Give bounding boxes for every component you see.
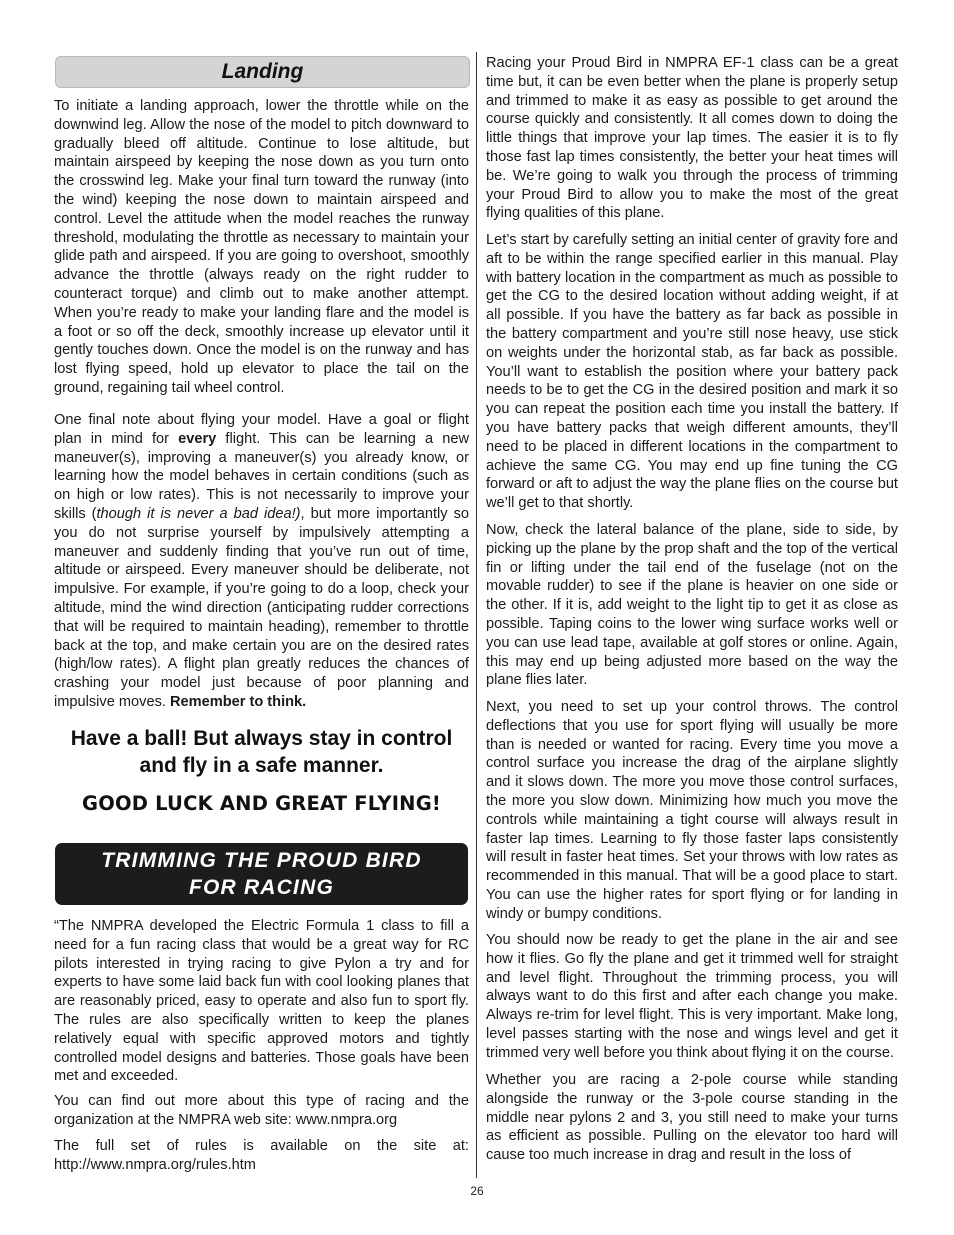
landing-heading-bar <box>55 56 470 88</box>
final-note-remember: Remember to think. <box>169 693 307 710</box>
right-paragraph-6: Whether you are racing a 2-pole course while standing alongside the runway or the 3-pole course standing in the middle near pylons 2 and 3, you still need to make your turns as efficient as possible. Pulling on the elevator too hard will cause too much increase in drag and result in the loss of <box>486 1072 898 1164</box>
right-paragraph-2: Let’s start by carefully setting an initial center of gravity fore and aft to be within the range specified earlier in this manual. Play with battery location in the compartment as much as possible to get the CG to the desired location without adding weight, if at all possible. If you have the battery as far back as possible in the battery compartment and you’re still nose heavy, use stick on weights under the horizontal stab, as far back as possible. You’ll want to establish the position where your battery pack needs to be to get the CG in the desired position and mark it so you can repeat the position each time you install the battery. If you have battery packs that weigh different amounts, they’ll need to be placed in different locations in the compartment to achieve the same CG. You may end up fine tuning the CG forward or aft to adjust the way the plane flies on the course but we’ll get to that shortly. <box>486 232 898 512</box>
final-note-paragraph <box>54 411 469 712</box>
right-paragraph-5: You should now be ready to get the plane in the air and see how it flies. Go fly the plane and get it trimmed well for straight and level flight. Throughout the trimming process, you will always want to do this first and after each change you make. Always re-trim for level flight. This is very important. Make long, level passes starting with the nose and wings level and get it trimmed very well before you think about flying it on the course. <box>486 932 898 1061</box>
safety-callout <box>54 725 469 779</box>
right-para-6-block <box>486 1071 898 1165</box>
safety-callout-line2: and fly in a safe manner. <box>139 754 384 777</box>
rules-paragraph: The full set of rules is available on the site at: http://www.nmpra.org/rules.htm <box>54 1138 469 1173</box>
final-note-every: every <box>178 430 217 447</box>
right-para-2-block <box>486 231 898 513</box>
final-note-text-b: flight. This can be learning a new maneuver(s), improving a maneuver(s) you already know, or learning how the model behaves in certain conditions (such as on high or low rates). This is not necessarily to improve your skills ( <box>54 430 469 522</box>
landing-paragraph: To initiate a landing approach, lower the throttle while on the downwind leg. Allow the nose of the model to pitch downward to gradually bleed off altitude. Continue to lose altitude, but maintain airspeed by keeping the nose down as you turn onto the crosswind leg. Make your final turn toward the runway (into the wind) keeping the nose down to maintain airspeed and control. Level the attitude when the model reaches the runway threshold, modulating the throttle as necessary to maintain your glide path and airspeed. If you are going to overshoot, smoothly advance the throttle (always ready on the right rudder to counteract torque) and climb out to make another attempt. When you’re ready to make your landing flare and the model is a foot or so off the deck, smoothly increase up elevator until it gently touches down. Once the model is on the runway and has lost flying speed, hold up elevator to place the tail on the ground, regaining tail wheel control. <box>54 98 469 396</box>
right-paragraph-3: Now, check the lateral balance of the plane, side to side, by picking up the plane by the prop shaft and the top of the vertical fin or lifting under the tail end of the fuselage (not on the movable rudder) to see if the plane is heavier on one side or the other. If it is, add weight to the light tip to get it as close as possible. Taping coins to the lower wing surface works well or you can use lead tape, available at golf stores or online. Again, this may end up being adjusted more based on the way the plane flies later. <box>486 522 898 689</box>
trimming-heading-line1: TRIMMING THE PROUD BIRD <box>101 849 422 872</box>
right-paragraph-4: Next, you need to set up your control throws. The control deflections that you use for sport flying will usually be more than is needed or wanted for racing. Every time you move a control surface you increase the drag of the airplane slightly and it slows down. The more you move those control surfaces, the more you slow down. Minimizing how much you move the controls while maintaining a tight course will always result in faster lap times. Learning to fly those faster laps consistently will result in faster heat times. Set your throws with low rates as recommended in this manual. That will be a good place to start. You can use the higher rates for sport flying or for landing in windy or bumpy conditions. <box>486 699 898 922</box>
trimming-heading-bar <box>55 843 468 905</box>
find-out-block <box>54 1092 469 1130</box>
final-note-text-c: , but more importantly so you do not surprise yourself by impulsively attempting a maneuver and suddenly finding that you’ve run out of time, altitude or airspeed. Every maneuver should be deliberate, not impulsive. For example, if you’re going to do a loop, check your altitude, mind the wind direction (anticipating rudder corrections that will be required to maintain heading), remember to throttle back at the top, and make certain you are on the desired rates (high/low rates). A flight plan greatly reduces the chances of crashing your model just because of poor planning and impulsive moves. <box>54 505 469 710</box>
final-note-italic: though it is never a bad idea!) <box>96 505 301 522</box>
rules-block <box>54 1137 469 1175</box>
final-note-text-a: One final note about flying your model. Have a goal or flight plan in mind for <box>54 412 469 447</box>
page-number: 26 <box>470 1184 484 1198</box>
right-para-5-block <box>486 931 898 1063</box>
safety-callout-line1: Have a ball! But always stay in control <box>70 727 453 750</box>
nmpra-quote-paragraph: “The NMPRA developed the Electric Formula 1 class to fill a need for a fun racing class that would be a great way for RC pilots interested in trying racing to give Pylon a try and for experts to have some laid back fun with cool looking planes that are reasonably priced, easy to operate and also fun to sport fly. The rules are also specifically written to keep the planes relatively equal with specific approved motors and tightly controlled model designs and batteries. Those goals have been met and exceeded. <box>54 918 469 1085</box>
trimming-heading-line2: FOR RACING <box>188 876 334 899</box>
final-note-block <box>54 411 469 712</box>
nmpra-quote-block <box>54 917 469 1086</box>
column-divider <box>476 52 477 1178</box>
right-para-4-block <box>486 698 898 924</box>
landing-paragraph-block <box>54 97 469 398</box>
right-para-3-block <box>486 521 898 690</box>
trimming-heading <box>101 847 421 901</box>
right-paragraph-1: Racing your Proud Bird in NMPRA EF-1 class can be a great time but, it can be even better when the plane is properly setup and trimmed to make it as easy as possible to get around the course quickly and consistently. It all comes down to doing the little things that improve your lap times. The easier it is to fly those fast lap times consistently, the better your heat times will be. We’re going to walk you through the process of trimming your Proud Bird to allow you to make the most of the great flying qualities of this plane. <box>486 55 898 222</box>
find-out-paragraph: You can find out more about this type of racing and the organization at the NMPRA web site: www.nmpra.org <box>54 1093 469 1128</box>
good-luck-heading: GOOD LUCK AND GREAT FLYING! <box>81 792 441 815</box>
right-para-1-block <box>486 54 898 223</box>
landing-heading: Landing <box>221 60 304 83</box>
